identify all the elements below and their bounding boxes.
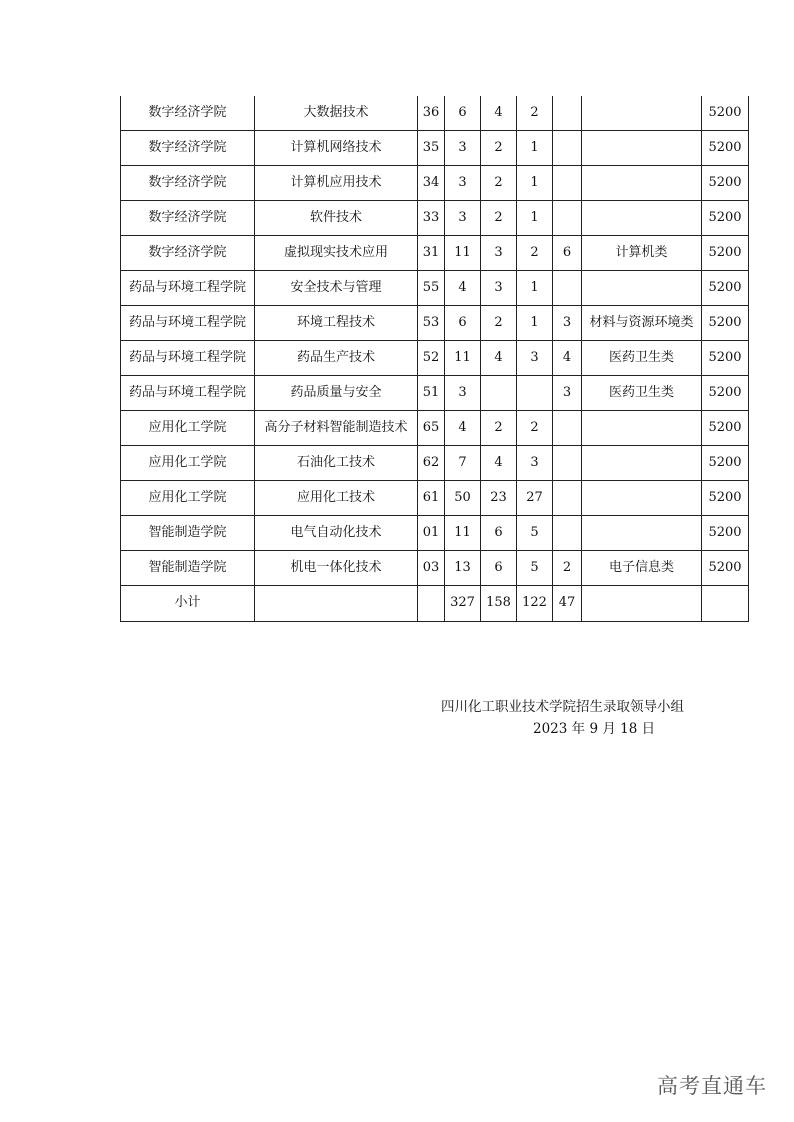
cell-count-2: 3 [481, 270, 517, 305]
cell-count-3: 2 [517, 235, 553, 270]
issue-date: 2023 年 9 月 18 日 [533, 721, 656, 737]
cell-major-code: 51 [418, 375, 445, 410]
table-row [121, 550, 749, 585]
cell-count-1: 3 [445, 130, 481, 165]
cell-major: 电气自动化技术 [255, 515, 418, 550]
cell-college: 智能制造学院 [121, 550, 255, 585]
cell-count-2: 4 [481, 96, 517, 130]
cell-college: 数字经济学院 [121, 130, 255, 165]
cell-category [582, 445, 702, 480]
table-row [121, 305, 749, 340]
cell-major: 机电一体化技术 [255, 550, 418, 585]
cell-count-4 [553, 96, 582, 130]
cell-major: 石油化工技术 [255, 445, 418, 480]
cell-count-4 [553, 270, 582, 305]
cell-count-1: 3 [445, 375, 481, 410]
cell-count-2: 2 [481, 200, 517, 235]
cell-category [582, 480, 702, 515]
cell-count-4 [553, 515, 582, 550]
cell-college: 数字经济学院 [121, 96, 255, 130]
cell-major: 计算机应用技术 [255, 165, 418, 200]
cell-college: 数字经济学院 [121, 235, 255, 270]
cell-count-1: 11 [445, 235, 481, 270]
cell-count-4: 2 [553, 550, 582, 585]
table-row [121, 375, 749, 410]
cell-college: 应用化工学院 [121, 445, 255, 480]
cell-count-1: 11 [445, 515, 481, 550]
cell-category: 计算机类 [582, 235, 702, 270]
table-row [121, 165, 749, 200]
cell-major: 药品生产技术 [255, 340, 418, 375]
cell-major-code: 53 [418, 305, 445, 340]
cell-major: 安全技术与管理 [255, 270, 418, 305]
cell-count-1: 4 [445, 410, 481, 445]
cell-count-2: 3 [481, 235, 517, 270]
cell-category: 医药卫生类 [582, 375, 702, 410]
cell-count-2: 6 [481, 515, 517, 550]
cell-count-4: 3 [553, 375, 582, 410]
table-row [121, 480, 749, 515]
cell-count-2: 2 [481, 165, 517, 200]
cell-count-2: 6 [481, 550, 517, 585]
table-total-row [121, 585, 749, 621]
admission-table [120, 96, 749, 622]
cell-tuition: 5200 [702, 305, 749, 340]
cell-count-3: 2 [517, 96, 553, 130]
cell-count-1: 6 [445, 96, 481, 130]
cell-count-3: 1 [517, 270, 553, 305]
cell-tuition: 5200 [702, 375, 749, 410]
cell-tuition: 5200 [702, 235, 749, 270]
cell-tuition: 5200 [702, 165, 749, 200]
cell-count-3: 3 [517, 445, 553, 480]
cell-major-code: 52 [418, 340, 445, 375]
watermark-logo: 高考直通车 [657, 1074, 767, 1098]
cell-total-count-2: 158 [481, 585, 517, 621]
cell-count-4 [553, 200, 582, 235]
cell-count-3: 2 [517, 410, 553, 445]
cell-category [582, 165, 702, 200]
cell-category [582, 96, 702, 130]
cell-count-3: 27 [517, 480, 553, 515]
cell-total-major [255, 585, 418, 621]
cell-count-1: 3 [445, 165, 481, 200]
cell-count-3 [517, 375, 553, 410]
cell-major: 虚拟现实技术应用 [255, 235, 418, 270]
cell-major-code: 65 [418, 410, 445, 445]
cell-category: 电子信息类 [582, 550, 702, 585]
cell-category [582, 200, 702, 235]
cell-category [582, 515, 702, 550]
cell-college: 药品与环境工程学院 [121, 340, 255, 375]
cell-tuition: 5200 [702, 130, 749, 165]
cell-count-2: 23 [481, 480, 517, 515]
cell-count-3: 1 [517, 200, 553, 235]
cell-major: 大数据技术 [255, 96, 418, 130]
cell-major-code: 36 [418, 96, 445, 130]
cell-major: 应用化工技术 [255, 480, 418, 515]
cell-count-4 [553, 165, 582, 200]
cell-count-3: 1 [517, 305, 553, 340]
cell-count-2 [481, 375, 517, 410]
cell-count-1: 50 [445, 480, 481, 515]
cell-college: 应用化工学院 [121, 410, 255, 445]
table-row [121, 200, 749, 235]
cell-count-2: 2 [481, 130, 517, 165]
cell-major-code: 33 [418, 200, 445, 235]
cell-count-4 [553, 410, 582, 445]
cell-tuition: 5200 [702, 480, 749, 515]
cell-count-2: 2 [481, 410, 517, 445]
cell-tuition: 5200 [702, 445, 749, 480]
cell-major-code: 35 [418, 130, 445, 165]
cell-category: 材料与资源环境类 [582, 305, 702, 340]
cell-major-code: 55 [418, 270, 445, 305]
cell-college: 药品与环境工程学院 [121, 375, 255, 410]
cell-total-code [418, 585, 445, 621]
cell-count-4 [553, 480, 582, 515]
cell-category [582, 410, 702, 445]
table-row [121, 270, 749, 305]
cell-count-3: 1 [517, 130, 553, 165]
cell-major-code: 31 [418, 235, 445, 270]
cell-count-2: 4 [481, 340, 517, 375]
cell-count-4: 4 [553, 340, 582, 375]
cell-tuition: 5200 [702, 550, 749, 585]
cell-major-code: 61 [418, 480, 445, 515]
cell-count-1: 13 [445, 550, 481, 585]
cell-total-label: 小计 [121, 585, 255, 621]
cell-total-count-4: 47 [553, 585, 582, 621]
table-row [121, 340, 749, 375]
cell-count-3: 3 [517, 340, 553, 375]
cell-count-4 [553, 445, 582, 480]
cell-college: 数字经济学院 [121, 165, 255, 200]
cell-count-2: 4 [481, 445, 517, 480]
cell-major: 环境工程技术 [255, 305, 418, 340]
cell-college: 药品与环境工程学院 [121, 305, 255, 340]
cell-college: 智能制造学院 [121, 515, 255, 550]
cell-major: 高分子材料智能制造技术 [255, 410, 418, 445]
cell-total-count-3: 122 [517, 585, 553, 621]
cell-major: 软件技术 [255, 200, 418, 235]
cell-college: 数字经济学院 [121, 200, 255, 235]
cell-count-1: 11 [445, 340, 481, 375]
cell-count-1: 3 [445, 200, 481, 235]
cell-count-4: 3 [553, 305, 582, 340]
cell-count-3: 1 [517, 165, 553, 200]
table-row [121, 410, 749, 445]
table-row [121, 515, 749, 550]
table-row [121, 235, 749, 270]
cell-major-code: 03 [418, 550, 445, 585]
cell-tuition: 5200 [702, 200, 749, 235]
cell-major: 药品质量与安全 [255, 375, 418, 410]
cell-total-tuition [702, 585, 749, 621]
table-row [121, 445, 749, 480]
cell-total-count-1: 327 [445, 585, 481, 621]
cell-category [582, 270, 702, 305]
table-row [121, 96, 749, 130]
table-body [121, 96, 749, 621]
cell-count-1: 6 [445, 305, 481, 340]
cell-major-code: 34 [418, 165, 445, 200]
cell-tuition: 5200 [702, 340, 749, 375]
cell-college: 药品与环境工程学院 [121, 270, 255, 305]
issuing-organization: 四川化工职业技术学院招生录取领导小组 [441, 699, 684, 715]
cell-tuition: 5200 [702, 515, 749, 550]
cell-college: 应用化工学院 [121, 480, 255, 515]
cell-tuition: 5200 [702, 96, 749, 130]
cell-count-3: 5 [517, 515, 553, 550]
cell-count-4: 6 [553, 235, 582, 270]
table-row [121, 130, 749, 165]
cell-tuition: 5200 [702, 270, 749, 305]
cell-category [582, 130, 702, 165]
cell-count-3: 5 [517, 550, 553, 585]
cell-count-2: 2 [481, 305, 517, 340]
cell-count-1: 4 [445, 270, 481, 305]
cell-major: 计算机网络技术 [255, 130, 418, 165]
cell-count-1: 7 [445, 445, 481, 480]
cell-major-code: 01 [418, 515, 445, 550]
cell-major-code: 62 [418, 445, 445, 480]
cell-total-category [582, 585, 702, 621]
cell-tuition: 5200 [702, 410, 749, 445]
cell-count-4 [553, 130, 582, 165]
cell-category: 医药卫生类 [582, 340, 702, 375]
